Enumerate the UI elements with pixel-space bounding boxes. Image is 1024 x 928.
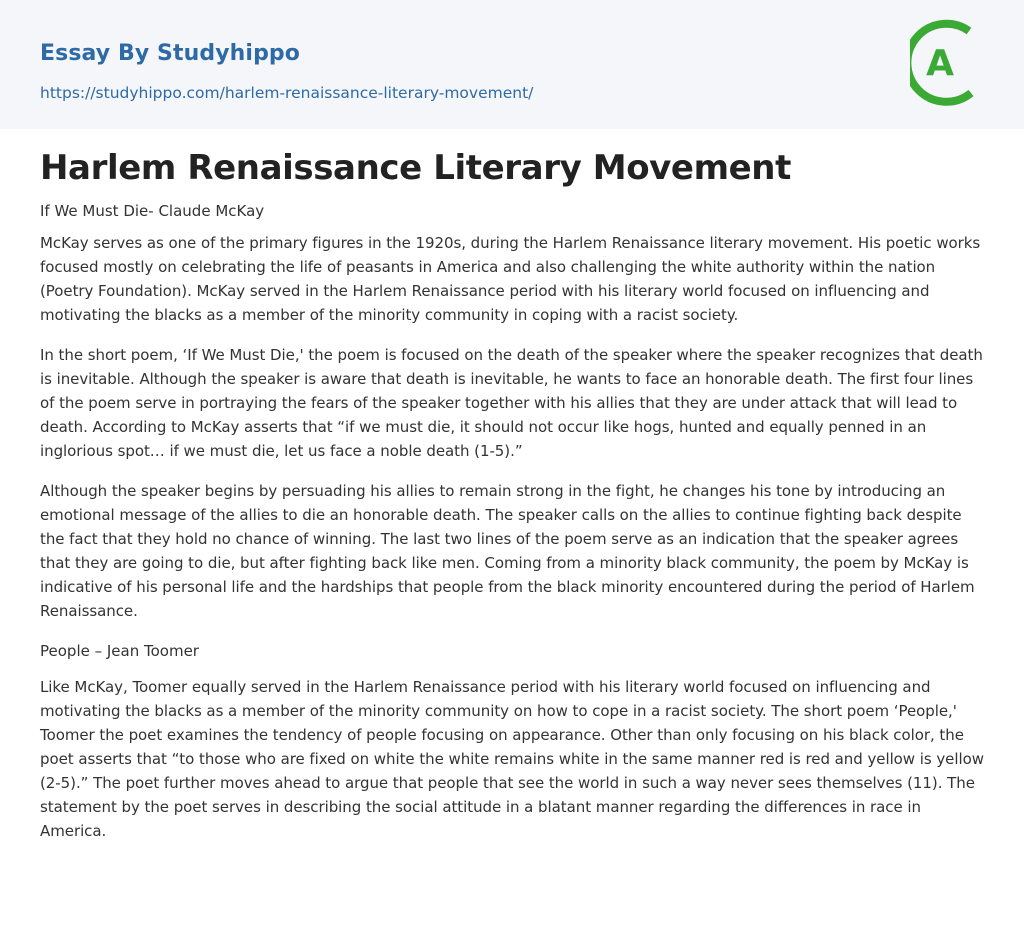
logo-letter: A	[926, 43, 954, 84]
paragraph-4: Like McKay, Toomer equally served in the Harlem Renaissance period with his literary world focused on influencing and motivating the blacks as a member of the minority community on how to cope in a racist society. The short poem ‘People,' Toomer the poet examines the tendency of people focusing on appearance. Other than only focusing on his black color, the poet asserts that “to those who are fixed on white the white remains white in the same manner red is red and yellow is yellow (2-5).” The poet further moves ahead to argue that people that see the world in such a way never sees themselves (11). The statement by the poet serves in describing the social attitude in a blatant manner regarding the differences in race in America.	[40, 678, 984, 840]
brand-title[interactable]: Essay By Studyhippo	[40, 41, 300, 66]
article-url-link[interactable]: https://studyhippo.com/harlem-renaissance-literary-movement/	[40, 84, 534, 102]
article-body	[40, 146, 988, 843]
studyhippo-logo-icon[interactable]	[910, 18, 990, 106]
section-heading-toomer: People – Jean Toomer	[40, 642, 199, 660]
paragraph-3: Although the speaker begins by persuading his allies to remain strong in the fight, he changes his tone by introducing an emotional message of the allies to die an honorable death. The speaker calls on the allies to continue fighting back despite the fact that they hold no chance of winning. The last two lines of the poem serve as an indication that the speaker agrees that they are going to die, but after fighting back like men. Coming from a minority black community, the poem by McKay is indicative of his personal life and the hardships that people from the black minority encountered during the period of Harlem Renaissance.	[40, 482, 975, 620]
paragraph-1: McKay serves as one of the primary figures in the 1920s, during the Harlem Renaissance literary movement. His poetic works focused mostly on celebrating the life of peasants in America and also challenging the white authority within the nation (Poetry Foundation). McKay served in the Harlem Renaissance period with his literary world focused on influencing and motivating the blacks as a member of the minority community in coping with a racist society.	[40, 234, 981, 324]
page-title: Harlem Renaissance Literary Movement	[40, 148, 791, 188]
site-header	[0, 0, 1024, 129]
section-heading-mckay: If We Must Die- Claude McKay	[40, 202, 265, 220]
paragraph-2: In the short poem, ‘If We Must Die,' the poem is focused on the death of the speaker where the speaker recognizes that death is inevitable. Although the speaker is aware that death is inevitable, he wants to face an honorable death. The first four lines of the poem serve in portraying the fears of the speaker together with his allies that they are under attack that will lead to death. According to McKay asserts that “if we must die, it should not occur like hogs, hunted and equally penned in an inglorious spot… if we must die, let us face a noble death (1-5).”	[40, 346, 983, 460]
